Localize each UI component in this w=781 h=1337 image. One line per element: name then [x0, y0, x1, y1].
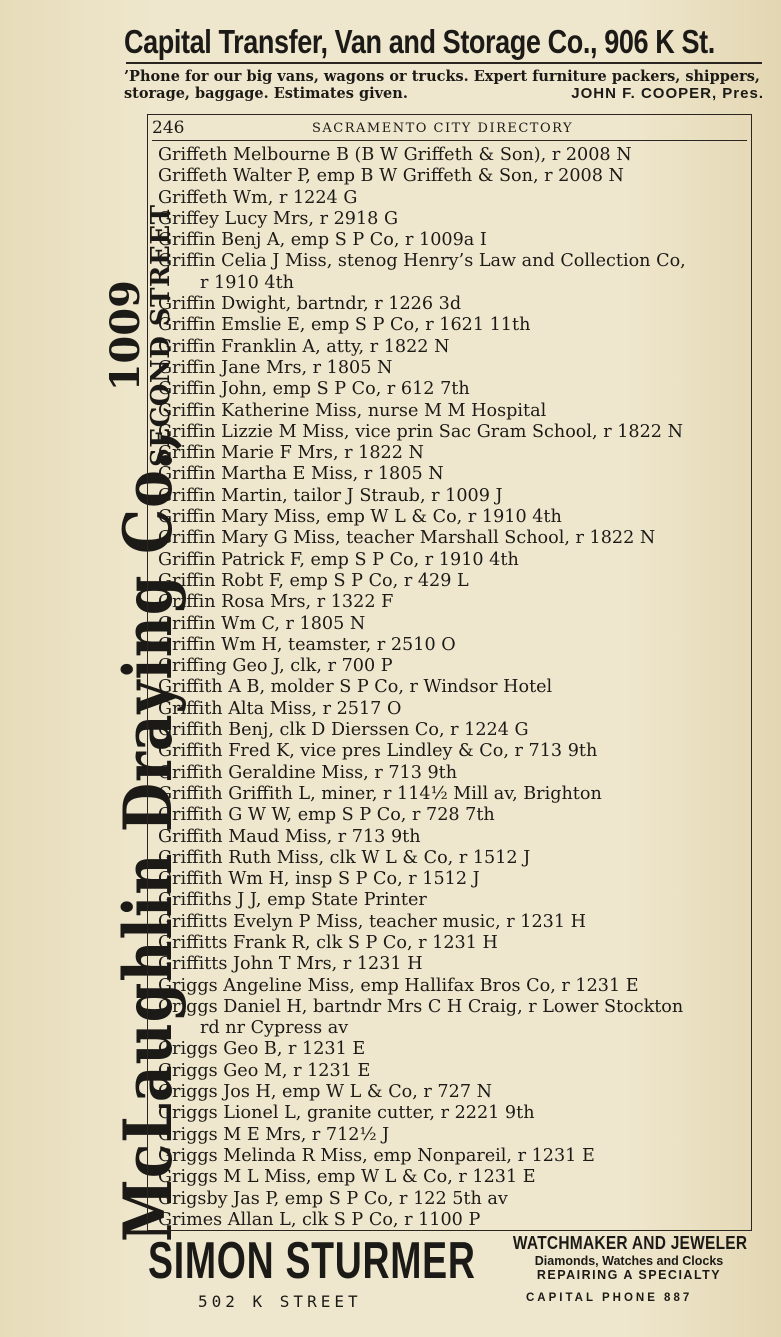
directory-entry: Griffin Wm C, r 1805 N	[158, 613, 366, 634]
directory-entry: Griffitts Evelyn P Miss, teacher music, r 1231 H	[158, 911, 586, 932]
bottom-ad-trade: WATCHMAKER AND JEWELER	[512, 1233, 748, 1253]
directory-entry: Griffing Geo J, clk, r 700 P	[158, 656, 393, 677]
directory-entry: Griffin John, emp S P Co, r 612 7th	[158, 379, 470, 400]
running-title: SACRAMENTO CITY DIRECTORY	[312, 120, 574, 136]
bottom-advertisement	[148, 1232, 768, 1322]
directory-entry: Griffin Emslie E, emp S P Co, r 1621 11th	[158, 315, 531, 336]
directory-entry: Griffitts John T Mrs, r 1231 H	[158, 954, 423, 975]
bottom-ad-name: SIMON STURMER	[148, 1232, 476, 1290]
top-ad-line-1: ’Phone for our big vans, wagons or trucks. Expert furniture packers, shippers,	[124, 68, 760, 85]
top-ad-line-2	[124, 85, 764, 102]
directory-entry: Griffith Maud Miss, r 713 9th	[158, 826, 421, 847]
bottom-ad-phone: CAPITAL PHONE 887	[526, 1292, 693, 1304]
directory-entry-continuation: rd nr Cypress av	[200, 1018, 349, 1039]
page-header	[152, 116, 747, 141]
directory-entry: Griffith A B, molder S P Co, r Windsor Hotel	[158, 677, 553, 698]
bottom-ad-specialty: REPAIRING A SPECIALTY	[536, 1268, 722, 1282]
side-ad-name: McLaughlin Draying Co.,	[109, 429, 187, 1242]
directory-entry: Griffin Wm H, teamster, r 2510 O	[158, 634, 456, 655]
top-ad-rule	[126, 62, 762, 64]
directory-entry: Griffin Lizzie M Miss, vice prin Sac Gram School, r 1822 N	[158, 421, 683, 442]
directory-entry: Griffith Wm H, insp S P Co, r 1512 J	[158, 869, 480, 890]
page-number: 246	[152, 118, 185, 138]
directory-entry: Griffin Celia J Miss, stenog Henry’s Law and Collection Co,	[158, 251, 686, 272]
directory-entry: Griffiths J J, emp State Printer	[158, 890, 427, 911]
side-ad-street: SECOND STREET	[146, 204, 176, 467]
directory-entry: Griffin Mary Miss, emp W L & Co, r 1910 4th	[158, 507, 562, 528]
directory-entry: Griffin Marie F Mrs, r 1822 N	[158, 443, 424, 464]
directory-entry: Griffin Robt F, emp S P Co, r 429 L	[158, 570, 469, 591]
directory-entry: Griffith Geraldine Miss, r 713 9th	[158, 762, 458, 783]
top-ad-proprietor: JOHN F. COOPER, Pres.	[571, 85, 764, 102]
directory-entry: Griggs Jos H, emp W L & Co, r 727 N	[158, 1082, 492, 1103]
top-ad-line-2a: storage, baggage. Estimates given.	[124, 85, 408, 102]
directory-entry: Griffin Katherine Miss, nurse M M Hospital	[158, 400, 547, 421]
directory-entry: Griffin Martin, tailor J Straub, r 1009 J	[158, 485, 503, 506]
directory-entry: Griffith G W W, emp S P Co, r 728 7th	[158, 805, 495, 826]
directory-entry: Griffith Griffith L, miner, r 114½ Mill av, Brighton	[158, 783, 602, 804]
directory-entry: Griffin Patrick F, emp S P Co, r 1910 4th	[158, 549, 519, 570]
directory-entry: Griggs Geo B, r 1231 E	[158, 1039, 366, 1060]
directory-entry: Griffeth Melbourne B (B W Griffeth & Son), r 2008 N	[158, 145, 632, 165]
side-ad-number: 1009	[102, 280, 149, 392]
directory-entry: Griffith Ruth Miss, clk W L & Co, r 1512 J	[158, 847, 531, 868]
directory-entry: Griggs Geo M, r 1231 E	[158, 1060, 371, 1081]
directory-entry: Grimes Allan L, clk S P Co, r 1100 P	[158, 1209, 481, 1230]
directory-entry: Griffitts Frank R, clk S P Co, r 1231 H	[158, 932, 498, 953]
directory-entry: Griffith Alta Miss, r 2517 O	[158, 698, 402, 719]
directory-entry-continuation: r 1910 4th	[200, 272, 294, 293]
top-ad-subtitle	[124, 68, 764, 102]
directory-entry: Griffin Dwight, bartndr, r 1226 3d	[158, 294, 462, 315]
directory-entry: Griffin Benj A, emp S P Co, r 1009a I	[158, 230, 487, 251]
directory-entry: Griggs M L Miss, emp W L & Co, r 1231 E	[158, 1167, 536, 1188]
directory-entry: Griggs Melinda R Miss, emp Nonpareil, r 1231 E	[158, 1145, 595, 1166]
directory-entry: Griffeth Walter P, emp B W Griffeth & Son, r 2008 N	[158, 166, 624, 187]
directory-entry: Griffith Fred K, vice pres Lindley & Co, r 713 9th	[158, 741, 598, 762]
directory-entry: Griggs Angeline Miss, emp Hallifax Bros Co, r 1231 E	[158, 975, 639, 996]
top-ad-title: Capital Transfer, Van and Storage Co., 906 K St.	[124, 23, 715, 60]
directory-entry: Griggs M E Mrs, r 712½ J	[158, 1124, 390, 1145]
directory-entry: Griggs Lionel L, granite cutter, r 2221 9th	[158, 1103, 535, 1124]
top-advertisement	[124, 22, 774, 102]
directory-entry: Griffin Rosa Mrs, r 1322 F	[158, 592, 394, 613]
directory-entry: Griffey Lucy Mrs, r 2918 G	[158, 208, 398, 229]
directory-entry: Griffin Martha E Miss, r 1805 N	[158, 464, 444, 485]
bottom-ad-trade-block	[494, 1232, 764, 1283]
directory-entry: Griffin Jane Mrs, r 1805 N	[158, 357, 393, 378]
bottom-ad-address: 502 K STREET	[198, 1292, 362, 1311]
directory-entry: Griffin Franklin A, atty, r 1822 N	[158, 336, 450, 357]
bottom-ad-goods: Diamonds, Watches and Clocks	[534, 1254, 724, 1268]
directory-entry: Griffeth Wm, r 1224 G	[158, 187, 358, 208]
directory-entry: Griggs Daniel H, bartndr Mrs C H Craig, r Lower Stockton	[158, 996, 684, 1017]
directory-entry: Griffin Mary G Miss, teacher Marshall School, r 1822 N	[158, 528, 656, 549]
directory-entry: Griffith Benj, clk D Dierssen Co, r 1224 G	[158, 720, 529, 741]
directory-entries	[158, 145, 758, 1231]
directory-entry: Grigsby Jas P, emp S P Co, r 122 5th av	[158, 1188, 508, 1209]
